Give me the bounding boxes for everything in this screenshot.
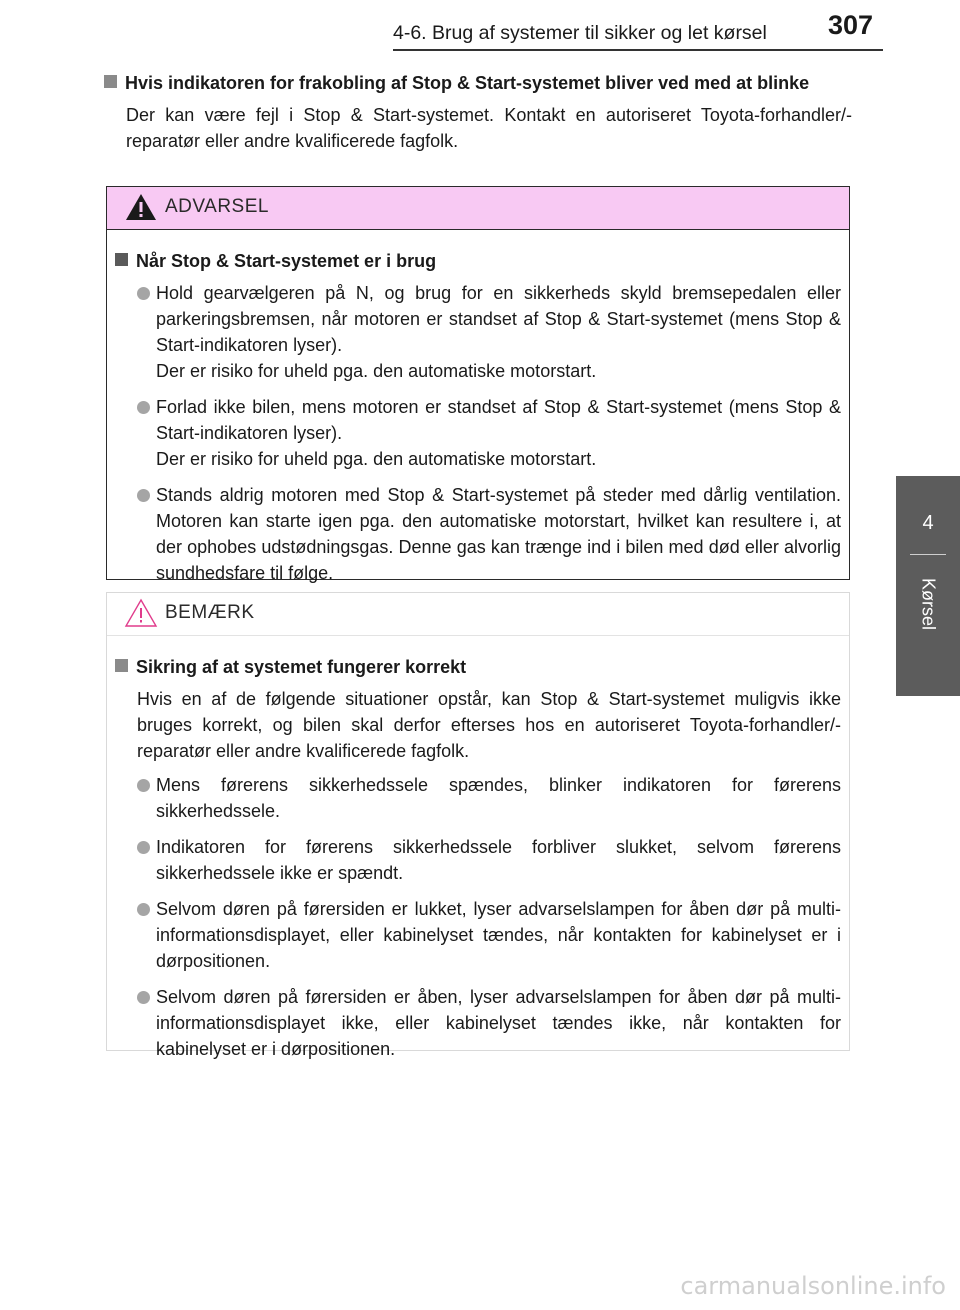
chapter-number: 4: [922, 512, 934, 534]
round-bullet-icon: [137, 991, 150, 1004]
list-item: [115, 984, 841, 1062]
round-bullet-icon: [137, 287, 150, 300]
list-item: [115, 280, 841, 384]
warning-heading: [115, 248, 841, 274]
list-item-text: Selvom døren på førersiden er lukket, lyser advarselslampen for åben dør på multi-informationsdisplayet, eller kabinelyset tændes, når kontakten for kabinelyset er i dørpositionen.: [156, 899, 841, 971]
section-title: 4-6. Brug af systemer til sikker og let kørsel: [393, 22, 767, 44]
list-item-text: Selvom døren på førersiden er åben, lyser advarselslampen for åben dør på multi-informationsdisplayet ikke, eller kabinelyset tændes ikke, når kontakten for kabinelyset er i dørpositionen.: [156, 987, 841, 1059]
watermark: carmanualsonline.info: [680, 1272, 946, 1300]
round-bullet-icon: [137, 841, 150, 854]
chapter-tab: [896, 476, 960, 696]
chapter-tab-divider: [910, 554, 946, 555]
round-bullet-icon: [137, 489, 150, 502]
notice-triangle-icon: [124, 598, 158, 628]
notice-heading-text: Sikring af at systemet fungerer korrekt: [136, 657, 467, 677]
list-item-text: Hold gearvælgeren på N, og brug for en sikkerheds skyld bremsepedalen eller parkeringsbremsen, når motoren er standset af Stop & Start-systemet (mens Stop & Start-indikatoren lyser).: [156, 283, 841, 355]
notice-box-body: [107, 636, 849, 1062]
notice-label: BEMÆRK: [165, 602, 255, 623]
warning-label: ADVARSEL: [165, 196, 269, 217]
list-item: [115, 394, 841, 472]
warning-box-header: [107, 187, 849, 230]
chapter-label: Kørsel: [918, 577, 939, 630]
warning-box-body: [107, 230, 849, 586]
square-bullet-icon: [104, 75, 117, 88]
page-header: [0, 0, 884, 50]
square-bullet-icon: [115, 253, 128, 266]
notice-box: [106, 592, 850, 1059]
intro-text: Der kan være fejl i Stop & Start-systemet. Kontakt en autoriseret Toyota-forhandler/-reparatør eller andre kvalificerede fagfolk.: [126, 105, 852, 151]
square-bullet-icon: [115, 659, 128, 672]
list-item-note: Der er risiko for uheld pga. den automatiske motorstart.: [156, 449, 597, 469]
warning-triangle-icon: [124, 192, 158, 222]
list-item-text: Stands aldrig motoren med Stop & Start-systemet på steder med dårlig ventilation. Motoren kan starte igen pga. den automatiske motorstart, hvilket kan resultere i, at der ophobes udstødningsgas. Denne gas kan trænge ind i bilen med død eller alvorlig sundhedsfare til følge.: [156, 485, 841, 583]
page-number: 307: [828, 10, 874, 40]
header-rule: [393, 49, 883, 51]
round-bullet-icon: [137, 401, 150, 414]
round-bullet-icon: [137, 779, 150, 792]
list-item: [115, 834, 841, 886]
notice-box-header: [107, 593, 849, 636]
round-bullet-icon: [137, 903, 150, 916]
intro-section: [104, 70, 852, 154]
list-item-note: Der er risiko for uheld pga. den automatiske motorstart.: [156, 361, 597, 381]
intro-heading: [104, 70, 852, 96]
notice-text: Hvis en af de følgende situationer opstår, kan Stop & Start-systemet muligvis ikke bruges korrekt, og bilen skal derfor efterses hos en autoriseret Toyota-forhandler/-reparatør eller andre kvalificerede fagfolk.: [137, 689, 841, 761]
list-item: [115, 772, 841, 824]
notice-heading: [115, 654, 841, 680]
warning-box: [106, 186, 850, 583]
warning-heading-text: Når Stop & Start-systemet er i brug: [136, 251, 437, 271]
list-item-text: Indikatoren for førerens sikkerhedssele forbliver slukket, selvom førerens sikkerhedssele ikke er spændt.: [156, 837, 841, 883]
list-item-text: Forlad ikke bilen, mens motoren er standset af Stop & Start-systemet (mens Stop & Start-indikatoren lyser).: [156, 397, 841, 443]
list-item-text: Mens førerens sikkerhedssele spændes, blinker indikatoren for førerens sikkerhedssele.: [156, 775, 841, 821]
intro-heading-text: Hvis indikatoren for frakobling af Stop & Start-systemet bliver ved med at blinke: [125, 73, 810, 93]
list-item: [115, 896, 841, 974]
list-item: [115, 482, 841, 586]
